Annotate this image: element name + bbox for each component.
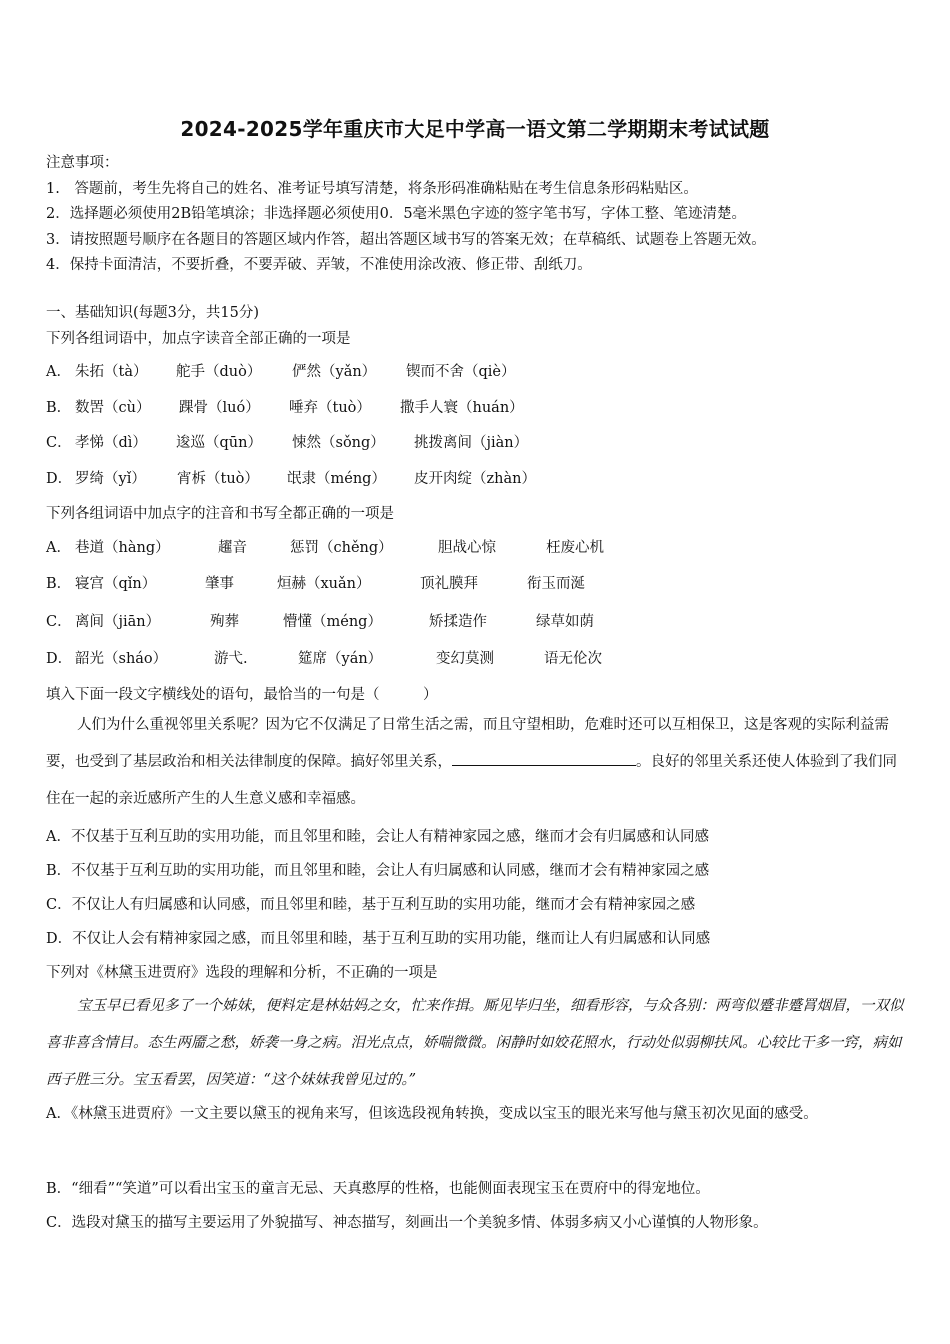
option-word: 变幻莫测 — [436, 651, 494, 667]
option-word: 锲而不舍（qiè） — [406, 364, 516, 380]
option-word: 撒手人寰（huán） — [400, 400, 524, 416]
q3-option-b: B．不仅基于互利互助的实用功能，而且邻里和睦，会让人有归属感和认同感，继而才会有精神家园之感 — [46, 863, 710, 879]
option-label: B． — [46, 400, 72, 416]
section-heading: 一、基础知识(每题3分，共15分) — [46, 305, 259, 321]
q4-option-a: A．《林黛玉进贾府》一文主要以黛玉的视角来写，但该选段视角转换，变成以宝玉的眼光来写他与黛玉初次见面的感受。 — [46, 1106, 818, 1122]
answer-blank — [452, 751, 636, 766]
option-label: D． — [46, 471, 73, 487]
notice-item-1: 1. 答题前，考生先将自己的姓名、准考证号填写清楚，将条形码准确粘贴在考生信息条形码粘贴区。 — [46, 181, 698, 197]
q4-stem: 下列对《林黛玉进贾府》选段的理解和分析，不正确的一项是 — [46, 965, 438, 981]
option-word: 惩罚（chěng） — [290, 540, 393, 556]
option-label: D． — [46, 651, 73, 667]
option-label: C． — [46, 614, 72, 630]
option-word: 挑拨离间（jiàn） — [414, 435, 529, 451]
option-word: 宵柝（tuò） — [177, 471, 259, 487]
notice-item-2: 2．选择题必须使用2B铅笔填涂；非选择题必须使用0．5毫米黑色字迹的签字笔书写，字体工整、笔迹清楚。 — [46, 206, 747, 222]
q3-option-c: C．不仅让人有归属感和认同感，而且邻里和睦，基于互利互助的实用功能，继而才会有精神家园之感 — [46, 897, 696, 913]
page-title: 2024-2025学年重庆市大足中学高一语文第二学期期末考试试题 — [180, 117, 770, 141]
option-word: 朱拓（tà） — [75, 364, 148, 380]
option-word: 唾弃（tuò） — [289, 400, 371, 416]
option-word: 孝悌（dì） — [75, 435, 147, 451]
option-word: 衔玉而涎 — [527, 576, 585, 592]
q4-option-b: B．“细看”“笑道”可以看出宝玉的童言无忌、天真憨厚的性格，也能侧面表现宝玉在贾府中的得宠地位。 — [46, 1181, 710, 1197]
q3-stem: 填入下面一段文字横线处的语句，最恰当的一句是（ ） — [46, 687, 438, 703]
option-label: B． — [46, 576, 72, 592]
option-word: 逡巡（qūn） — [176, 435, 262, 451]
option-word: 胆战心惊 — [438, 540, 496, 556]
q2-stem: 下列各组词语中加点字的注音和书写全都正确的一项是 — [46, 506, 394, 522]
q1-stem: 下列各组词语中，加点字读音全部正确的一项是 — [46, 331, 351, 347]
notice-heading: 注意事项： — [46, 155, 119, 171]
option-word: 寝宫（qǐn） — [75, 576, 157, 592]
option-word: 巷道（hàng） — [75, 540, 170, 556]
option-word: 俨然（yǎn） — [292, 364, 377, 380]
option-label: A． — [46, 364, 71, 380]
option-word: 懵懂（méng） — [283, 614, 382, 630]
passage-after: 。良好的邻里关系还使人体验到了我们同住在一起的亲近感所产生的人生意义感和幸福感。 — [46, 754, 897, 807]
option-label: A． — [46, 540, 71, 556]
option-word: 绿草如荫 — [536, 614, 594, 630]
option-word: 顶礼膜拜 — [420, 576, 478, 592]
q3-option-a: A．不仅基于互利互助的实用功能，而且邻里和睦，会让人有精神家园之感，继而才会有归属感和认同感 — [46, 829, 709, 845]
option-word: 肇事 — [205, 576, 234, 592]
option-word: 矫揉造作 — [429, 614, 487, 630]
option-word: 数罟（cù） — [75, 400, 151, 416]
passage-before: 人们为什么重视邻里关系呢？因为它不仅满足了日常生活之需，而且守望相助，危难时还可以互相保卫，这是客观的实际利益需要，也受到了基层政治和相关法律制度的保障。搞好邻里关系， — [46, 717, 889, 770]
option-word: 氓隶（méng） — [287, 471, 386, 487]
q4-option-c: C．选段对黛玉的描写主要运用了外貌描写、神态描写，刻画出一个美貌多情、体弱多病又小心谨慎的人物形象。 — [46, 1215, 768, 1231]
option-word: 韶光（sháo） — [75, 651, 168, 667]
option-word: 罗绮（yǐ） — [75, 471, 146, 487]
notice-item-3: 3．请按照题号顺序在各题目的答题区域内作答，超出答题区域书写的答案无效；在草稿纸、试题卷上答题无效。 — [46, 232, 766, 248]
option-word: 语无伦次 — [544, 651, 602, 667]
q4-quote — [46, 988, 906, 1099]
option-word: 烜赫（xuǎn） — [277, 576, 371, 592]
option-label: C． — [46, 435, 72, 451]
option-word: 枉废心机 — [546, 540, 604, 556]
option-word: 游弋. — [214, 651, 248, 667]
option-word: 踝骨（luó） — [179, 400, 260, 416]
quote-text: 宝玉早已看见多了一个姊妹，便料定是林姑妈之女，忙来作揖。厮见毕归坐，细看形容，与众各别：两弯似蹙非蹙罥烟眉，一双似喜非喜含情目。态生两靥之愁，娇袭一身之病。泪光点点，娇喘微微。闲静时如姣花照水，行动处似弱柳扶风。心较比干多一窍，病如西子胜三分。宝玉看罢，因笑道：“这个妹妹我曾见过的。” — [46, 998, 904, 1088]
option-word: 悚然（sǒng） — [292, 435, 385, 451]
option-word: 舵手（duò） — [176, 364, 262, 380]
q3-passage — [46, 707, 906, 818]
option-word: 皮开肉绽（zhàn） — [414, 471, 536, 487]
option-word: 趯音 — [218, 540, 247, 556]
q3-option-d: D．不仅让人会有精神家园之感，而且邻里和睦，基于互利互助的实用功能，继而让人有归属感和认同感 — [46, 931, 711, 947]
notice-item-4: 4．保持卡面清洁，不要折叠，不要弄破、弄皱，不准使用涂改液、修正带、刮纸刀。 — [46, 257, 592, 273]
option-word: 殉葬 — [210, 614, 239, 630]
option-word: 筵席（yán） — [298, 651, 383, 667]
option-word: 离间（jiān） — [75, 614, 161, 630]
